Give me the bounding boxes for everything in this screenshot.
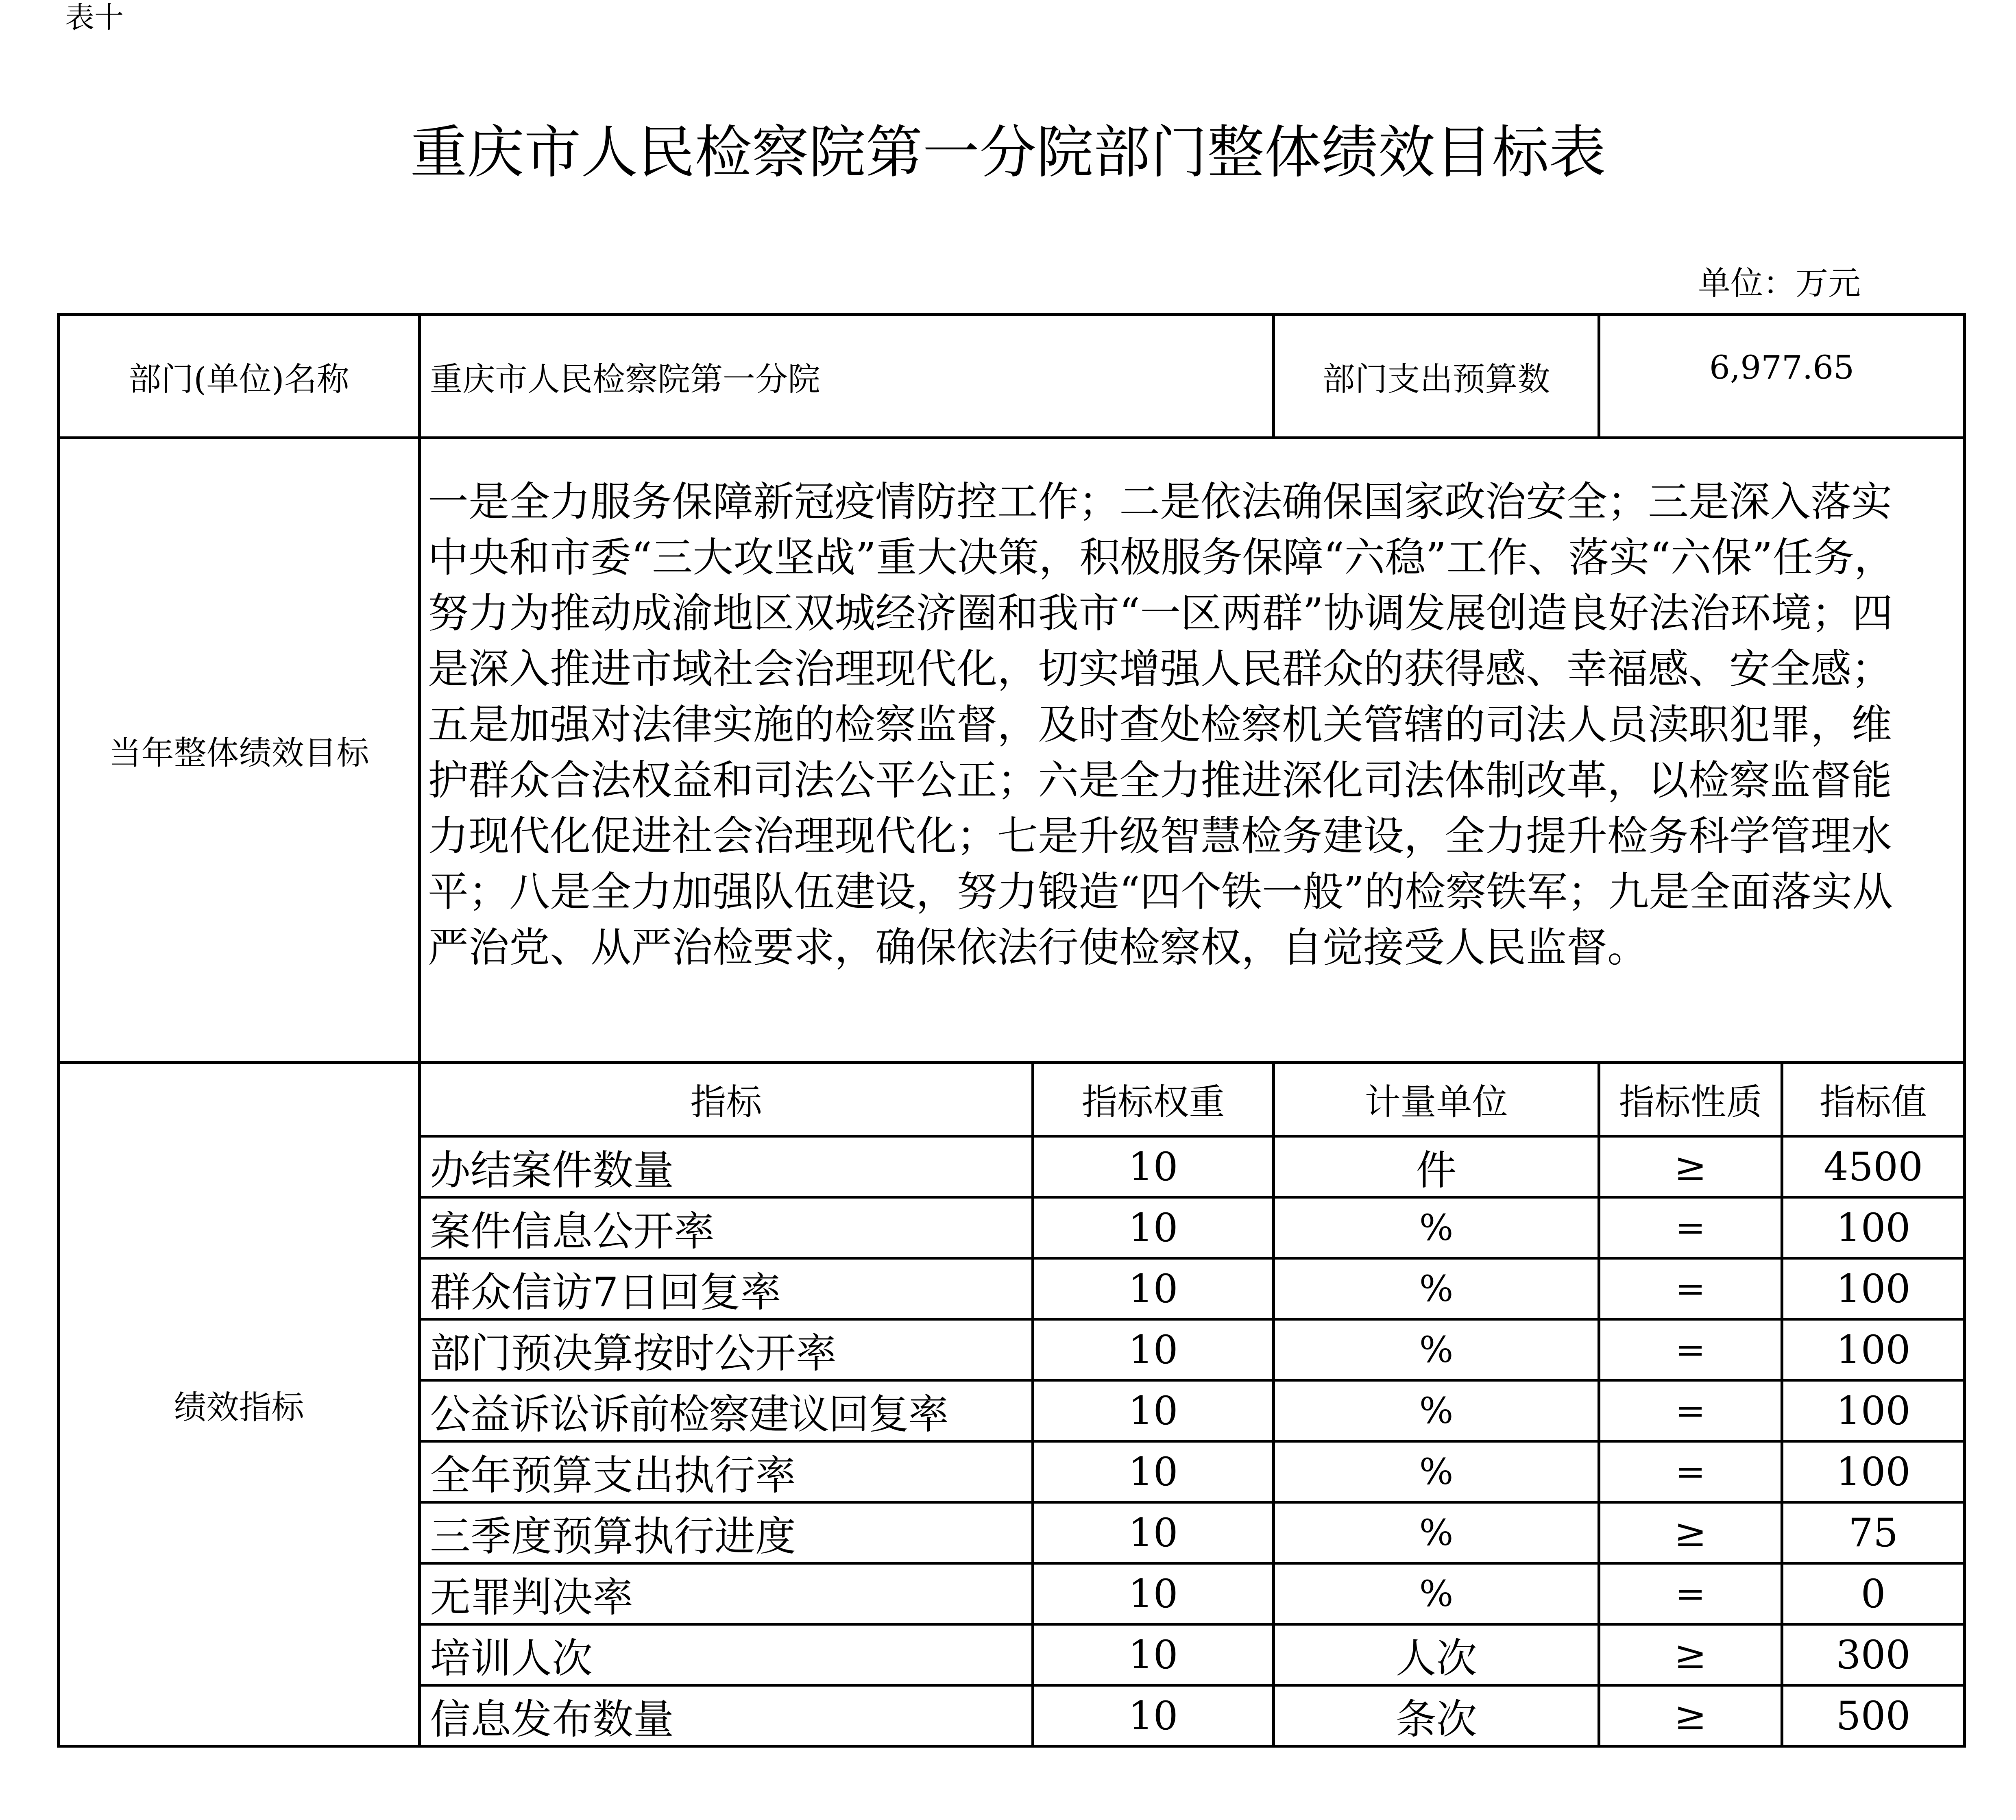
indicator-value: 100 — [1836, 1388, 1911, 1434]
page-title: 重庆市人民检察院第一分院部门整体绩效目标表 — [410, 120, 1606, 186]
indicator-name: 办结案件数量 — [430, 1146, 674, 1194]
indicator-name: 无罪判决率 — [430, 1573, 633, 1621]
indicator-name: 案件信息公开率 — [430, 1207, 715, 1255]
indicator-value: 0 — [1861, 1571, 1886, 1617]
indicator-name: 部门预决算按时公开率 — [430, 1329, 837, 1377]
indicator-value: 100 — [1836, 1266, 1911, 1312]
budget-label: 部门支出预算数 — [1322, 360, 1550, 398]
annual-goal-text: 一是全力服务保障新冠疫情防控工作；二是依法确保国家政治安全；三是深入落实中央和市委“三大攻坚战”重大决策，积极服务保障“六稳”工作、落实“六保”任务，努力为推动成渝地区双城经济圈和我市“一区两群”协调发展创造良好法治环境；四是深入推进市域社会治理现代化，切实增强人民群众的获得感、幸福感、安全感；五是加强对法律实施的检察监督，及时查处检察机关管辖的司法人员渎职犯罪，维护群众合法权益和司法公平公正；六是全力推进深化司法体制改革，以检察监督能力现代化促进社会治理现代化；七是升级智慧检务建设，全力提升检务科学管理水平；八是全力加强队伍建设，努力锻造“四个铁一般”的检察铁军；九是全面落实从严治党、从严治检要求，确保依法行使检察权，自觉接受人民监督。 — [428, 478, 1895, 971]
indicator-nature: = — [1675, 1268, 1706, 1310]
indicator-weight: 10 — [1128, 1144, 1178, 1190]
indicator-weight: 10 — [1128, 1510, 1178, 1556]
indicator-unit: % — [1419, 1268, 1454, 1310]
indicator-weight: 10 — [1128, 1449, 1178, 1495]
indicator-nature: = — [1675, 1573, 1706, 1615]
dept-name-label: 部门(单位)名称 — [129, 360, 349, 398]
indicator-weight: 10 — [1128, 1266, 1178, 1312]
indicator-unit: % — [1419, 1207, 1454, 1249]
indicator-name: 公益诉讼诉前检察建议回复率 — [430, 1390, 948, 1438]
column-header-nature: 指标性质 — [1619, 1081, 1762, 1123]
column-header-value: 指标值 — [1819, 1081, 1927, 1123]
table-number: 表十 — [65, 0, 124, 35]
indicator-nature: = — [1675, 1451, 1706, 1493]
indicator-weight: 10 — [1128, 1571, 1178, 1617]
budget-value: 6,977.65 — [1709, 348, 1855, 386]
indicator-name: 全年预算支出执行率 — [430, 1451, 796, 1499]
indicator-unit: % — [1419, 1329, 1454, 1371]
indicator-value: 100 — [1836, 1449, 1911, 1495]
indicator-weight: 10 — [1128, 1327, 1178, 1373]
indicator-unit: % — [1419, 1451, 1454, 1493]
indicator-nature: ≥ — [1674, 1510, 1707, 1556]
indicator-name: 信息发布数量 — [430, 1695, 674, 1743]
indicator-value: 4500 — [1823, 1144, 1923, 1190]
indicator-nature: ≥ — [1674, 1144, 1707, 1190]
column-header-weight: 指标权重 — [1081, 1081, 1225, 1123]
indicator-value: 300 — [1836, 1632, 1911, 1678]
indicator-unit: 人次 — [1395, 1634, 1477, 1682]
annual-goal-label: 当年整体绩效目标 — [109, 734, 369, 772]
indicators-label: 绩效指标 — [174, 1388, 304, 1426]
indicator-unit: % — [1419, 1512, 1454, 1554]
indicator-value: 500 — [1836, 1693, 1911, 1739]
indicator-value: 100 — [1836, 1327, 1911, 1373]
indicator-name: 三季度预算执行进度 — [430, 1512, 796, 1560]
indicator-unit: % — [1419, 1573, 1454, 1615]
indicator-nature: = — [1675, 1329, 1706, 1371]
indicator-value: 75 — [1848, 1510, 1898, 1556]
column-header-unit: 计量单位 — [1364, 1081, 1508, 1123]
unit-label: 单位：万元 — [1698, 264, 1861, 302]
indicator-name: 培训人次 — [430, 1634, 593, 1682]
dept-name-value: 重庆市人民检察院第一分院 — [430, 360, 820, 398]
indicator-unit: % — [1419, 1390, 1454, 1432]
indicator-unit: 件 — [1416, 1146, 1457, 1194]
indicator-weight: 10 — [1128, 1388, 1178, 1434]
indicator-name: 群众信访7日回复率 — [430, 1268, 781, 1316]
indicator-value: 100 — [1836, 1205, 1911, 1251]
indicator-nature: ≥ — [1674, 1632, 1707, 1678]
indicator-unit: 条次 — [1395, 1695, 1477, 1743]
indicator-nature: = — [1675, 1207, 1706, 1249]
indicator-weight: 10 — [1128, 1693, 1178, 1739]
indicator-weight: 10 — [1128, 1632, 1178, 1678]
column-header-indicator: 指标 — [690, 1081, 762, 1123]
indicator-weight: 10 — [1128, 1205, 1178, 1251]
indicator-nature: = — [1675, 1390, 1706, 1432]
indicator-nature: ≥ — [1674, 1693, 1707, 1739]
